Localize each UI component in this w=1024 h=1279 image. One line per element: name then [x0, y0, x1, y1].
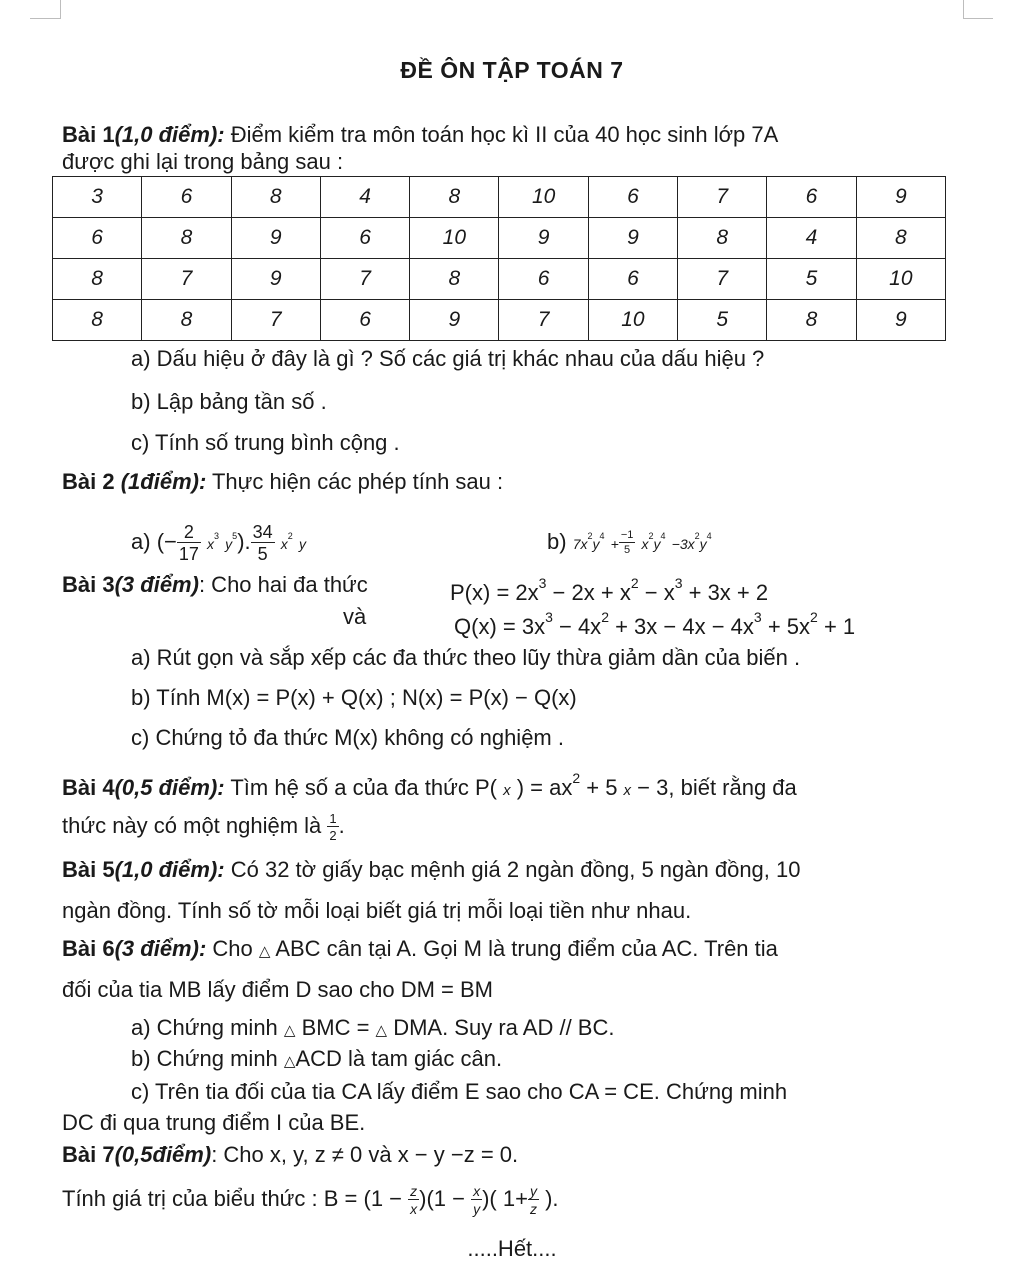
table-cell: 6: [320, 300, 409, 341]
table-cell: 6: [588, 177, 677, 218]
table-cell: 5: [678, 300, 767, 341]
table-cell: 3: [53, 177, 142, 218]
table-cell: 7: [231, 300, 320, 341]
bai6-question-b: b) Chứng minh △ACD là tam giác cân.: [131, 1046, 503, 1071]
crop-mark-right: [963, 0, 964, 18]
table-cell: 9: [856, 177, 945, 218]
fraction-z-x: $\frac{z}{x}$: [410, 1183, 418, 1218]
table-cell: 6: [53, 218, 142, 259]
table-cell: 8: [142, 300, 231, 341]
end-marker: .....Hết....: [467, 1236, 557, 1261]
fraction-y-z: $\frac{y}{z}$: [529, 1183, 537, 1218]
table-cell: 7: [678, 259, 767, 300]
bai3-points: (3 điểm): [114, 572, 199, 597]
bai4-line1: Bài 4(0,5 điểm): Tìm hệ số a của đa thức P( x ) = $ax^2 + 5$ x − 3, biết rằng đa: [62, 770, 797, 800]
table-cell: 8: [142, 218, 231, 259]
bai2-expression-b: b) $7x^2y^4$ + $\frac{-1}{5}$ $x^2y^4 -3x^2y^4$: [547, 529, 712, 557]
bai3-question-c: c) Chứng tỏ đa thức M(x) không có nghiệm .: [131, 725, 564, 750]
table-cell: 4: [320, 177, 409, 218]
bai1-points: (1,0 điểm):: [114, 122, 225, 147]
table-cell: 8: [231, 177, 320, 218]
bai2-intro: [62, 469, 503, 495]
bai7-line2: Tính giá trị của biểu thức : B = (1 − $\frac{z}{x}$ )(1 − $\frac{x}{y}$ )( 1+ $\frac{y}{z}$ ).: [62, 1183, 559, 1218]
table-cell: 8: [856, 218, 945, 259]
bai2-expression-a: a) (− $\frac{2}{17}$ $x^3$ $y^5$). $\frac{34}{5}$ $x^2$ y: [131, 522, 306, 565]
triangle-icon: △: [375, 1022, 388, 1039]
table-cell: 4: [767, 218, 856, 259]
bai6-question-c2: DC đi qua trung điểm I của BE.: [62, 1110, 366, 1135]
polynomial-q: $Q(x) = 3x^3 - 4x^2 + 3x - 4x - 4x^3 + 5x^2 + 1$: [454, 609, 856, 639]
table-cell: 7: [499, 300, 588, 341]
table-row: [53, 177, 946, 218]
bai2-label: Bài 2: [62, 469, 115, 494]
table-cell: 10: [856, 259, 945, 300]
table-cell: 6: [588, 259, 677, 300]
table-cell: 6: [320, 218, 409, 259]
table-cell: 9: [856, 300, 945, 341]
bai3-label: Bài 3: [62, 572, 115, 597]
bai2-text: Thực hiện các phép tính sau :: [206, 469, 504, 494]
table-cell: 10: [588, 300, 677, 341]
fraction-minus1-5: $\frac{-1}{5}$: [620, 529, 634, 557]
table-cell: 8: [767, 300, 856, 341]
bai2-a-label: a): [131, 529, 151, 554]
table-cell: 9: [231, 259, 320, 300]
fraction-1-2: $\frac{1}{2}$: [329, 811, 337, 844]
score-table: [52, 176, 946, 341]
bai1-question-a: a) Dấu hiệu ở đây là gì ? Số các giá trị khác nhau của dấu hiệu ?: [131, 346, 765, 371]
table-cell: 9: [410, 300, 499, 341]
bai1-question-b: b) Lập bảng tần số .: [131, 389, 327, 414]
table-cell: 7: [142, 259, 231, 300]
bai2-b-label: b): [547, 529, 567, 554]
bai6-line1: Bài 6(3 điểm): Cho △ ABC cân tại A. Gọi M là trung điểm của AC. Trên tia: [62, 936, 778, 961]
bai3-question-a: a) Rút gọn và sắp xếp các đa thức theo lũy thừa giảm dần của biến .: [131, 645, 801, 670]
table-cell: 8: [53, 300, 142, 341]
page-title: ĐỀ ÔN TẬP TOÁN 7: [400, 57, 624, 83]
bai5-line1: Bài 5(1,0 điểm): Có 32 tờ giấy bạc mệnh giá 2 ngàn đồng, 5 ngàn đồng, 10: [62, 857, 801, 882]
table-cell: 8: [410, 259, 499, 300]
table-cell: 8: [678, 218, 767, 259]
table-cell: 7: [320, 259, 409, 300]
bai7-line1: Bài 7(0,5điểm): Cho x, y, z ≠ 0 và x − y −z = 0.: [62, 1142, 519, 1167]
table-cell: 6: [767, 177, 856, 218]
table-cell: 9: [231, 218, 320, 259]
fraction-34-5: $\frac{34}{5}$: [252, 522, 273, 565]
table-row: [53, 300, 946, 341]
table-row: [53, 259, 946, 300]
polynomial-p: $P(x) = 2x^3 - 2x + x^2 - x^3 + 3x + 2$: [450, 575, 769, 605]
fraction-x-y: $\frac{x}{y}$: [473, 1183, 481, 1218]
bai2-a-open: (−: [156, 529, 177, 554]
bai5-line2: ngàn đồng. Tính số tờ mỗi loại biết giá trị mỗi loại tiền như nhau.: [62, 898, 692, 923]
table-cell: 6: [142, 177, 231, 218]
table-cell: 8: [410, 177, 499, 218]
bai4-line2: thức này có một nghiệm là $\frac{1}{2}$ .: [62, 811, 345, 844]
table-cell: 9: [588, 218, 677, 259]
crop-mark-right-h: [963, 18, 993, 19]
bai1-text2: được ghi lại trong bảng sau :: [62, 149, 344, 174]
table-row: [53, 218, 946, 259]
triangle-icon: △: [283, 1053, 296, 1070]
table-cell: 8: [53, 259, 142, 300]
bai1-intro: [62, 122, 778, 148]
crop-mark-left-h: [30, 18, 61, 19]
bai3-text: : Cho hai đa thức: [198, 572, 368, 597]
bai6-question-c1: c) Trên tia đối của tia CA lấy điểm E sao cho CA = CE. Chứng minh: [131, 1079, 788, 1104]
table-cell: 9: [499, 218, 588, 259]
table-cell: 10: [499, 177, 588, 218]
fraction-2-17: $\frac{2}{17}$: [178, 522, 199, 565]
table-cell: 10: [410, 218, 499, 259]
bai3-va: và: [343, 604, 367, 629]
triangle-icon: △: [258, 943, 271, 960]
bai2-points: (1điểm):: [120, 469, 207, 494]
bai6-line2: đối của tia MB lấy điểm D sao cho DM = BM: [62, 977, 493, 1002]
table-cell: 5: [767, 259, 856, 300]
triangle-icon: △: [283, 1022, 296, 1039]
bai3-question-b: b) Tính M(x) = P(x) + Q(x) ; N(x) = P(x) − Q(x): [131, 685, 577, 710]
bai1-text1: Điểm kiểm tra môn toán học kì II của 40 học sinh lớp 7A: [224, 122, 779, 147]
bai3-intro: [62, 572, 368, 598]
bai6-question-a: a) Chứng minh △ BMC = △ DMA. Suy ra AD // BC.: [131, 1015, 615, 1040]
bai1-question-c: c) Tính số trung bình cộng .: [131, 430, 400, 455]
table-cell: 7: [678, 177, 767, 218]
table-cell: 6: [499, 259, 588, 300]
crop-mark-left: [60, 0, 61, 18]
bai1-label: Bài 1: [62, 122, 115, 147]
